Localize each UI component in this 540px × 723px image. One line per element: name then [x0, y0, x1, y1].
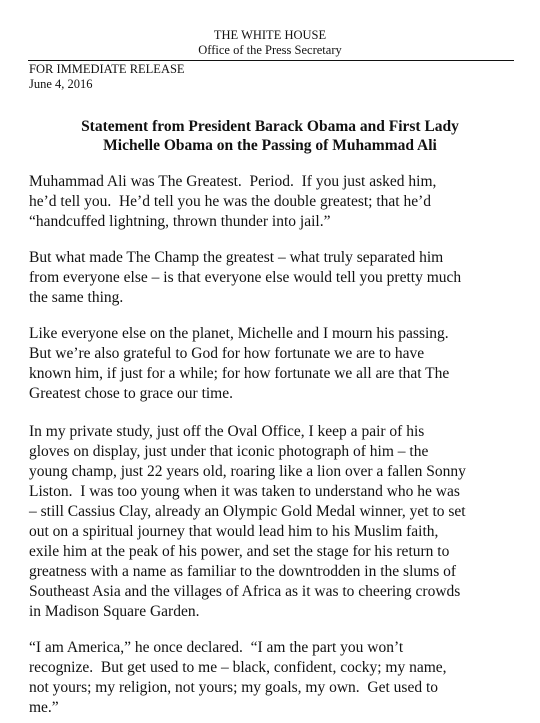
letterhead-office: Office of the Press Secretary: [198, 43, 342, 57]
paragraph-5-line-3: not yours; my religion, not yours; my goals, my own. Get used to: [29, 679, 439, 696]
paragraph-3-line-1: Like everyone else on the planet, Michelle and I mourn his passing.: [29, 325, 449, 342]
paragraph-3-line-3: known him, if just for a while; for how fortunate we all are that The: [29, 365, 450, 382]
paragraph-5-line-1: “I am America,” he once declared. “I am the part you won’t: [29, 639, 404, 656]
paragraph-5-line-4: me.”: [29, 699, 59, 716]
paragraph-2-line-2: from everyone else – is that everyone else would tell you pretty much: [29, 269, 462, 286]
letterhead-org: THE WHITE HOUSE: [213, 28, 327, 42]
paragraph-1-line-2: he’d tell you. He’d tell you he was the double greatest; that he’d: [29, 193, 432, 210]
paragraph-4-line-1: In my private study, just off the Oval Office, I keep a pair of his: [29, 423, 425, 440]
header-divider: [28, 60, 514, 61]
paragraph-4-line-6: out on a spiritual journey that would lead him to his Muslim faith,: [29, 523, 439, 540]
paragraph-2-line-1: But what made The Champ the greatest – what truly separated him: [29, 249, 444, 266]
headline-line-2: Michelle Obama on the Passing of Muhammad Ali: [103, 137, 437, 154]
paragraph-4-line-4: Liston. I was too young when it was taken to understand who he was: [29, 483, 460, 500]
paragraph-3-line-2: But we’re also grateful to God for how fortunate we are to have: [29, 345, 425, 362]
paragraph-4-line-8: greatness with a name as familiar to the downtrodden in the slums of: [29, 563, 457, 580]
release-date: June 4, 2016: [29, 77, 93, 91]
headline-line-1: Statement from President Barack Obama and First Lady: [81, 118, 459, 135]
paragraph-3-line-4: Greatest chose to grace our time.: [29, 385, 233, 402]
paragraph-4-line-10: in Madison Square Garden.: [29, 603, 200, 620]
release-label: FOR IMMEDIATE RELEASE: [29, 62, 185, 76]
paragraph-4-line-2: gloves on display, just under that iconic photograph of him – the: [29, 443, 429, 460]
paragraph-5-line-2: recognize. But get used to me – black, confident, cocky; my name,: [29, 659, 447, 676]
paragraph-4-line-3: young champ, just 22 years old, roaring like a lion over a fallen Sonny: [29, 463, 466, 480]
paragraph-2-line-3: the same thing.: [29, 289, 124, 306]
paragraph-1-line-1: Muhammad Ali was The Greatest. Period. If you just asked him,: [29, 173, 437, 190]
paragraph-4-line-7: exile him at the peak of his power, and set the stage for his return to: [29, 543, 450, 560]
paragraph-4-line-9: Southeast Asia and the villages of Africa as it was to cheering crowds: [29, 583, 461, 600]
paragraph-4-line-5: – still Cassius Clay, already an Olympic Gold Medal winner, yet to set: [29, 503, 466, 520]
paragraph-1-line-3: “handcuffed lightning, thrown thunder into jail.”: [29, 213, 331, 230]
